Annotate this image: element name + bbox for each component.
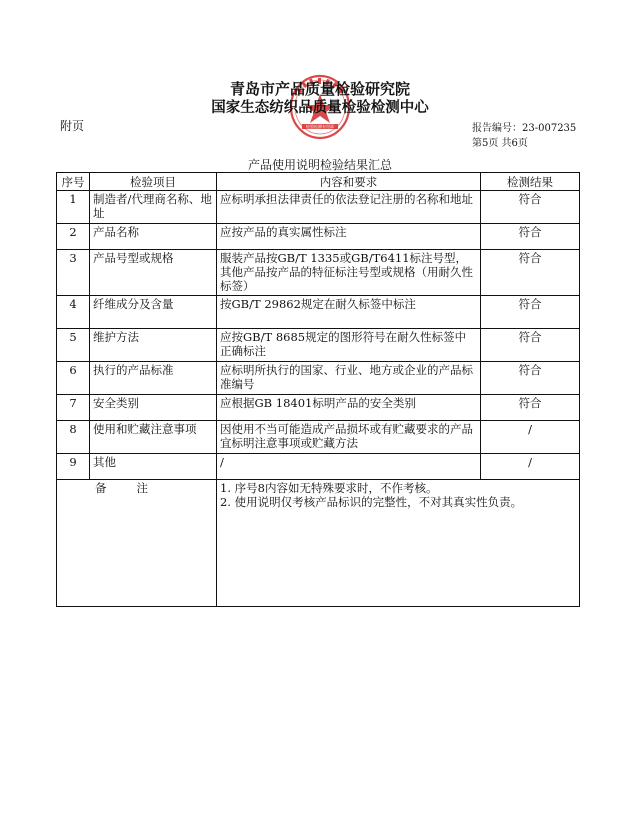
remarks-row <box>57 480 580 607</box>
row-item: 产品号型或规格 <box>90 250 217 296</box>
row-result: 符合 <box>481 395 580 421</box>
header-requirement: 内容和要求 <box>217 173 481 191</box>
row-no: 8 <box>57 421 90 454</box>
table-row <box>57 250 580 296</box>
row-no: 4 <box>57 296 90 329</box>
row-item: 制造者/代理商名称、地址 <box>90 191 217 224</box>
table-row <box>57 191 580 224</box>
row-requirement: 应按GB/T 8685规定的图形符号在耐久性标签中正确标注 <box>217 329 481 362</box>
row-item: 其他 <box>90 454 217 480</box>
table-row <box>57 329 580 362</box>
row-item: 使用和贮藏注意事项 <box>90 421 217 454</box>
table-row <box>57 421 580 454</box>
row-requirement: 应标明承担法律责任的依法登记注册的名称和地址 <box>217 191 481 224</box>
table-row <box>57 362 580 395</box>
row-result: 符合 <box>481 362 580 395</box>
table-header-row <box>57 173 580 191</box>
remark-note: 2. 使用说明仅考核产品标识的完整性，不对其真实性负责。 <box>220 495 523 509</box>
inspection-summary-table <box>56 172 580 607</box>
row-item: 纤维成分及含量 <box>90 296 217 329</box>
row-item: 维护方法 <box>90 329 217 362</box>
row-result: 符合 <box>481 224 580 250</box>
row-requirement: 应按产品的真实属性标注 <box>217 224 481 250</box>
remarks-content <box>217 480 580 607</box>
row-result: 符合 <box>481 296 580 329</box>
appendix-label: 附页 <box>60 119 85 133</box>
row-no: 5 <box>57 329 90 362</box>
row-no: 9 <box>57 454 90 480</box>
row-item: 产品名称 <box>90 224 217 250</box>
table-row <box>57 296 580 329</box>
report-number: 报告编号：23-007235 <box>472 123 577 134</box>
header-item: 检验项目 <box>90 173 217 191</box>
row-requirement: 服装产品按GB/T 1335或GB/T6411标注号型，其他产品按产品的特征标注号型或规格（用耐久性标签） <box>217 250 481 296</box>
remarks-label: 备注 <box>57 480 217 607</box>
row-no: 1 <box>57 191 90 224</box>
row-result: / <box>481 421 580 454</box>
seal-bottom-text: 检验检测专用章 <box>306 124 334 129</box>
row-requirement: 按GB/T 29862规定在耐久标签中标注 <box>217 296 481 329</box>
table-row <box>57 454 580 480</box>
table-row <box>57 395 580 421</box>
header-result: 检测结果 <box>481 173 580 191</box>
page-number: 第5页 共6页 <box>472 138 528 149</box>
header-no: 序号 <box>57 173 90 191</box>
row-requirement: 应根据GB 18401标明产品的安全类别 <box>217 395 481 421</box>
row-no: 2 <box>57 224 90 250</box>
row-result: / <box>481 454 580 480</box>
row-no: 6 <box>57 362 90 395</box>
row-result: 符合 <box>481 329 580 362</box>
row-item: 安全类别 <box>90 395 217 421</box>
row-no: 7 <box>57 395 90 421</box>
row-requirement: 应标明所执行的国家、行业、地方或企业的产品标准编号 <box>217 362 481 395</box>
row-requirement: 因使用不当可能造成产品损坏或有贮藏要求的产品宜标明注意事项或贮藏方法 <box>217 421 481 454</box>
row-result: 符合 <box>481 250 580 296</box>
center-title: 国家生态纺织品质量检验检测中心 <box>211 100 429 116</box>
table-caption: 产品使用说明检验结果汇总 <box>247 158 392 172</box>
remark-note: 1. 序号8内容如无特殊要求时，不作考核。 <box>220 481 438 495</box>
table-row <box>57 224 580 250</box>
org-title: 青岛市产品质量检验研究院 <box>229 80 410 98</box>
row-requirement: / <box>217 454 481 480</box>
row-item: 执行的产品标准 <box>90 362 217 395</box>
row-result: 符合 <box>481 191 580 224</box>
row-no: 3 <box>57 250 90 296</box>
